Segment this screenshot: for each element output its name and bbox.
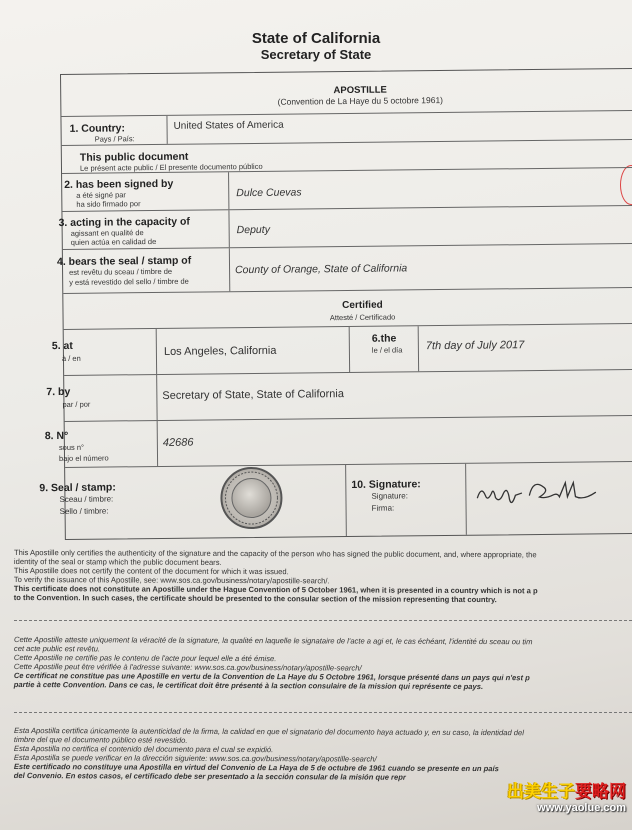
signature-icon: [473, 472, 613, 513]
note-es-2: timbre del que el documento público esté revestido.: [13, 734, 188, 745]
number-label: 8. N°: [44, 429, 69, 443]
public-document-label: This public document: [79, 150, 189, 164]
seal-sub1: Sceau / timbre:: [59, 494, 114, 505]
note-en-6: to the Convention. In such cases, the certificate should be presented to the consular section of the mission representing that country.: [13, 592, 497, 604]
apostille-subtitle: (Convention de La Haye du 5 octobre 1961): [277, 94, 444, 107]
note-en-5: This certificate does not constitute an Apostille under the Hague Convention of 5 October 1961, when it is presented in a country which is not a p: [13, 583, 538, 595]
signed-by-sub1: a été signé par: [76, 190, 126, 200]
number-sub1: sous n°: [58, 442, 85, 453]
notes-english: [14, 549, 632, 605]
note-fr-2: cet acte public est revêtu.: [13, 643, 101, 654]
seal-signature-row: [39, 462, 632, 539]
apostille-title: APOSTILLE: [333, 84, 387, 97]
by-sub: par / por: [62, 399, 91, 409]
watermark-url: www.yaolue.com: [537, 802, 626, 814]
signature-label: 10. Signature:: [351, 478, 421, 491]
note-es-3: Esta Apostilla no certifica el contenido del documento para el cual se expidió.: [13, 743, 274, 754]
by-row: [46, 370, 632, 422]
country-sub: Pays / País:: [94, 134, 135, 144]
note-en-2: identity of the seal or stamp which the public document bears.: [13, 556, 222, 567]
signature-sub2: Firma:: [371, 503, 395, 513]
watermark: [507, 777, 626, 814]
note-en-1: This Apostille only certifies the authenticity of the signature and the capacity of the person who has signed the public document, and, where appropriate, the: [13, 548, 537, 560]
note-es-4: Esta Apostilla se puede verificar en la dirección siguiente: www.sos.ca.gov/business/notary/apostille-search/: [13, 752, 377, 764]
at-date-row: [51, 324, 632, 376]
seal-of-sub2: y está revestido del sello / timbre de: [69, 276, 189, 287]
signed-by-sub2: ha sido firmado por: [76, 199, 141, 209]
note-es-6: del Convenio. En estos casos, el certificado debe ser presentado a la sección consular de la misión que repr: [13, 770, 406, 782]
certified-label: Certified: [342, 299, 383, 312]
at-sub: à / en: [61, 353, 81, 363]
seal-of-value: County of Orange, State of California: [235, 262, 408, 277]
country-label: 1. Country:: [69, 122, 126, 135]
capacity-label: 3. acting in the capacity of: [58, 215, 190, 230]
seal-label: 9. Seal / stamp:: [39, 481, 116, 495]
note-en-3: This Apostille does not certify the content of the document for which it was issued.: [13, 565, 289, 577]
note-fr-4: Cette Apostille peut être vérifiée à l'adresse suivante: www.sos.ca.gov/business/notary/apostille-search/: [13, 661, 362, 673]
certified-row: [63, 288, 632, 330]
signed-by-label: 2. has been signed by: [64, 177, 174, 191]
note-fr-1: Cette Apostille atteste uniquement la véracité de la signature, la qualité en laquelle le signataire de l'acte a agi et, le cas échéant, l'identité du sceau ou tim: [13, 635, 533, 647]
seal-of-sub1: est revêtu du sceau / timbre de: [69, 266, 173, 277]
note-fr-3: Cette Apostille ne certifie pas le contenu de l'acte pour lequel elle a été émise.: [13, 652, 277, 663]
state-seal-icon: [220, 467, 283, 530]
divider: [14, 620, 632, 621]
the-label: 6.the: [371, 332, 397, 345]
country-value: United States of America: [173, 119, 284, 132]
apostille-form: [39, 68, 632, 540]
by-label: 7. by: [46, 385, 71, 399]
at-label: 5. at: [51, 339, 73, 353]
seal-of-row: [56, 244, 632, 294]
apostille-title-row: [61, 69, 632, 117]
watermark-logo: 出美生子要略网: [507, 782, 626, 801]
by-value: Secretary of State, State of California: [162, 388, 345, 402]
note-es-1: Esta Apostilla certifica únicamente la autenticidad de la firma, la calidad en que el signatario del documento haya actuado y, en su caso, la identidad del: [13, 726, 524, 738]
capacity-sub1: agissant en qualité de: [70, 228, 144, 238]
note-fr-5: Ce certificat ne constitue pas une Apostille en vertu de la Convention de La Haye du 5 Octobre 1961, lorsque présenté dans un pays qui n'est p: [13, 670, 530, 682]
number-sub2: bajo el número: [58, 453, 109, 464]
note-es-5: Este certificado no constituye una Apostilla en virtud del Convenio de La Haya de 5 de octubre de 1961 cuando se presente en un país: [13, 761, 499, 773]
number-value: 42686: [162, 436, 194, 449]
header-secretary: Secretary of State: [260, 47, 372, 62]
the-value: 7th day of July 2017: [425, 339, 525, 353]
note-en-4: To verify the issuance of this Apostille, see: www.sos.ca.gov/business/notary/apostille-search/.: [13, 574, 330, 586]
notes-spanish: [14, 727, 632, 783]
signed-by-value: Dulce Cuevas: [236, 186, 302, 200]
divider: [14, 712, 632, 713]
at-value: Los Angeles, California: [163, 344, 277, 358]
capacity-sub2: quien actúa en calidad de: [70, 237, 157, 247]
certified-sub: Attesté / Certificado: [329, 312, 396, 323]
public-document-sub: Le présent acte public / El presente documento público: [79, 161, 263, 173]
number-row: [44, 416, 632, 468]
seal-sub2: Sello / timbre:: [59, 506, 109, 517]
header-state: State of California: [251, 30, 381, 47]
capacity-row: [58, 206, 632, 250]
seal-of-label: 4. bears the seal / stamp of: [56, 254, 192, 269]
signature-sub1: Signature:: [371, 491, 408, 501]
signed-by-row: [62, 168, 632, 212]
the-sub: le / el día: [371, 345, 403, 355]
notes-french: [14, 636, 632, 692]
capacity-value: Deputy: [236, 223, 270, 237]
note-fr-6: partie à cette Convention. Dans ce cas, le certificat doit être présenté à la section consulaire de la mission qui représente ce pays.: [13, 679, 484, 691]
